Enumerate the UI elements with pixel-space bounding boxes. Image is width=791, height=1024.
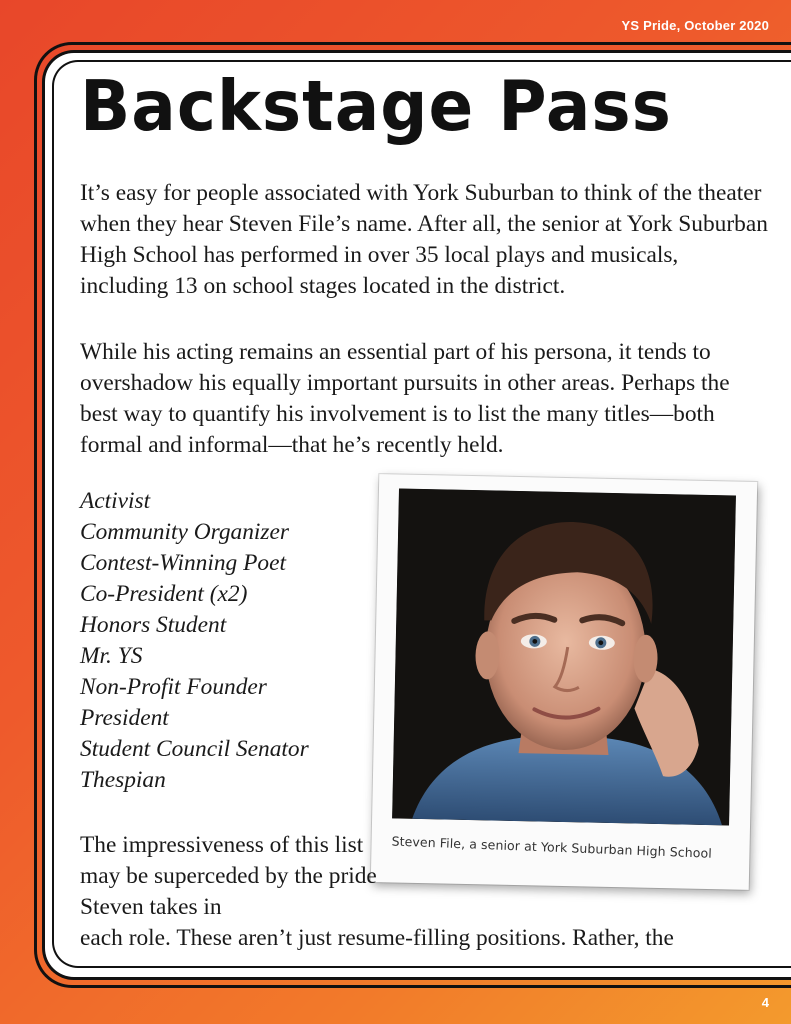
paragraph-involvement: While his acting remains an essential part of his persona, it tends to overshadow his equally important pursuits in other areas. Perhaps the best way to quantify his involvement is to list the many titles—both formal and informal—that he’s recently held. bbox=[80, 339, 730, 458]
list-item: Community Organizer bbox=[80, 519, 289, 545]
list-item: Co-President (x2) bbox=[80, 581, 248, 607]
paragraph-intro: It’s easy for people associated with York Suburban to think of the theater when they hear Steven File’s name. After all, the senior at York Suburban High School has performed in over 35 local plays and musicals, including 13 on school stages located in the district. bbox=[80, 180, 768, 299]
list-item: Non-Profit Founder bbox=[80, 674, 267, 700]
list-item: Mr. YS bbox=[80, 643, 143, 669]
paragraph-closing: The impressiveness of this list may be superceded by the pride Steven takes in bbox=[80, 832, 377, 920]
portrait-illustration bbox=[392, 489, 736, 826]
list-item: President bbox=[80, 705, 169, 731]
titles-list bbox=[80, 486, 309, 796]
portrait-photo bbox=[392, 489, 736, 826]
list-item: Honors Student bbox=[80, 612, 227, 638]
publication-header: YS Pride, October 2020 bbox=[621, 18, 769, 33]
photo-caption: Steven File, a senior at York Suburban High School bbox=[391, 833, 713, 861]
list-item: Thespian bbox=[80, 767, 166, 793]
list-item: Contest-Winning Poet bbox=[80, 550, 286, 576]
polaroid-photo bbox=[371, 474, 757, 890]
article-title: Backstage Pass bbox=[80, 66, 672, 147]
list-item: Student Council Senator bbox=[80, 736, 309, 762]
paragraph-closing-continued: each role. These aren’t just resume-filling positions. Rather, the bbox=[80, 925, 674, 951]
list-item: Activist bbox=[80, 488, 151, 514]
page-number: 4 bbox=[761, 995, 769, 1010]
